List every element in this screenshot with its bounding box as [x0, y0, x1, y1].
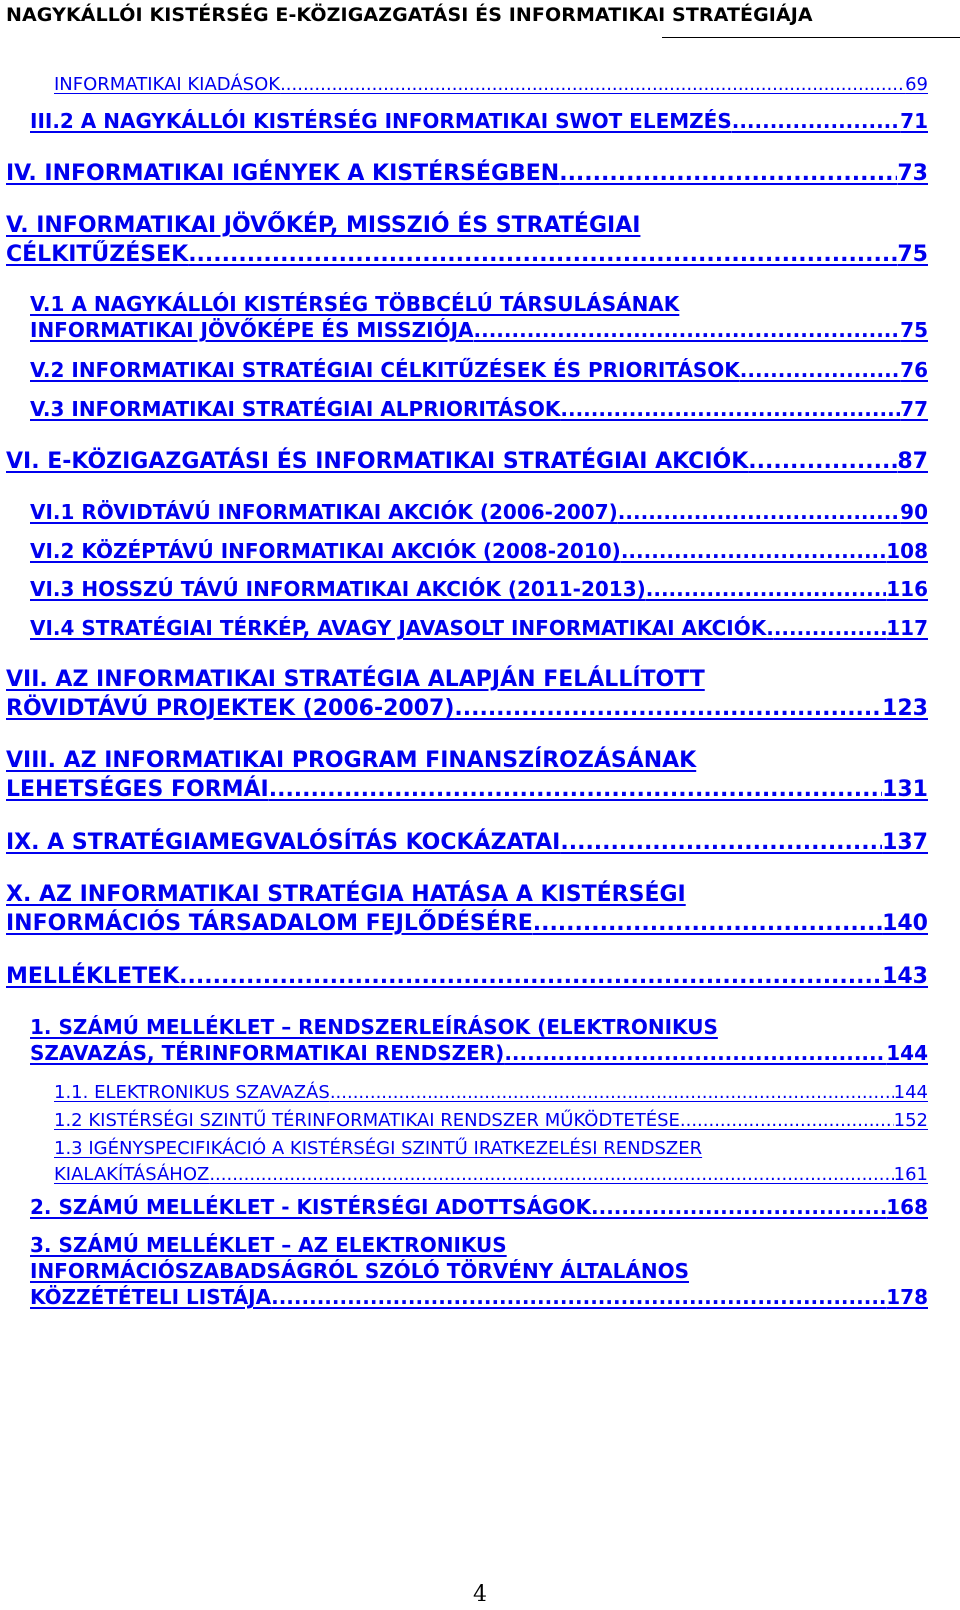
dot-leader	[740, 357, 900, 383]
toc-entry-title: INFORMÁCIÓS TÁRSADALOM FEJLŐDÉSÉRE	[6, 911, 533, 936]
dot-leader	[271, 1284, 886, 1310]
toc-entry[interactable]	[30, 1232, 928, 1310]
toc-entry-title: KIALAKÍTÁSÁHOZ	[54, 1164, 210, 1185]
toc-page-number: 143	[882, 964, 928, 989]
toc-entry[interactable]	[30, 538, 928, 564]
toc-entry[interactable]	[6, 962, 928, 991]
page-number: 4	[473, 1582, 487, 1607]
toc-entry-title: X. AZ INFORMATIKAI STRATÉGIA HATÁSA A KISTÉRSÉGI	[6, 882, 686, 907]
dot-leader	[330, 1080, 894, 1106]
dot-leader	[560, 828, 882, 857]
toc-entry-title: INFORMATIKAI JÖVŐKÉPE ÉS MISSZIÓJA	[30, 318, 474, 342]
toc-page-number: 140	[882, 911, 928, 936]
toc-entry-title: 1. SZÁMÚ MELLÉKLET – RENDSZERLEÍRÁSOK (ELEKTRONIKUS	[30, 1015, 718, 1039]
toc-page-number: 123	[882, 696, 928, 721]
dot-leader	[680, 1108, 894, 1134]
toc-entry-title: 1.1. ELEKTRONIKUS SZAVAZÁS	[54, 1082, 330, 1103]
toc-entry-title: IV. INFORMATIKAI IGÉNYEK A KISTÉRSÉGBEN	[6, 161, 560, 186]
toc-entry[interactable]	[54, 1108, 928, 1134]
toc-entry-title: VI. E-KÖZIGAZGATÁSI ÉS INFORMATIKAI STRATÉGIAI AKCIÓK	[6, 449, 749, 474]
toc-page-number: 90	[900, 500, 928, 524]
toc-entry-title: KÖZZÉTÉTELI LISTÁJA	[30, 1285, 272, 1309]
toc-page-number: 75	[897, 242, 928, 267]
toc-entry[interactable]	[30, 576, 928, 602]
dot-leader	[774, 615, 886, 641]
dot-leader	[179, 962, 882, 991]
toc-page-number: 178	[886, 1285, 928, 1309]
toc-entry-title: CÉLKITŰZÉSEK	[6, 242, 189, 267]
toc-entry-title: 3. SZÁMÚ MELLÉKLET – AZ ELEKTRONIKUS	[30, 1233, 507, 1257]
toc-entry[interactable]	[6, 746, 928, 804]
toc-entry-title: 1.3 IGÉNYSPECIFIKÁCIÓ A KISTÉRSÉGI SZINTŰ IRATKEZELÉSI RENDSZER	[54, 1138, 703, 1159]
dot-leader	[618, 499, 900, 525]
dot-leader	[209, 1162, 893, 1188]
toc-page-number: 168	[886, 1195, 928, 1219]
toc-entry[interactable]	[6, 828, 928, 857]
toc-entry[interactable]	[30, 396, 928, 422]
toc-page-number: 161	[893, 1164, 928, 1185]
toc-page-number: 108	[886, 539, 928, 563]
toc-entry[interactable]	[30, 615, 928, 641]
toc-entry-title: 2. SZÁMÚ MELLÉKLET - KISTÉRSÉGI ADOTTSÁGOK	[30, 1195, 592, 1219]
toc-entry-title: III.2 A NAGYKÁLLÓI KISTÉRSÉG INFORMATIKAI SWOT ELEMZÉS	[30, 109, 732, 133]
toc-entry[interactable]	[30, 499, 928, 525]
toc-entry[interactable]	[30, 1014, 928, 1066]
dot-leader	[504, 1040, 886, 1066]
dot-leader	[646, 576, 886, 602]
toc-page-number: 116	[886, 577, 928, 601]
toc-entry-title: INFORMATIKAI KIADÁSOK	[54, 74, 281, 95]
toc-entry[interactable]	[6, 665, 928, 723]
toc-entry-title: V. INFORMATIKAI JÖVŐKÉP, MISSZIÓ ÉS STRATÉGIAI	[6, 213, 641, 238]
dot-leader	[454, 694, 882, 723]
toc-entry-title: VI.4 STRATÉGIAI TÉRKÉP, AVAGY JAVASOLT INFORMATIKAI AKCIÓK.	[30, 616, 774, 640]
toc-entry[interactable]	[54, 1080, 928, 1106]
toc-entry-title: VII. AZ INFORMATIKAI STRATÉGIA ALAPJÁN FELÁLLÍTOTT	[6, 667, 705, 692]
toc-entry[interactable]	[6, 447, 928, 476]
dot-leader	[621, 538, 886, 564]
toc-page-number: 71	[900, 109, 928, 133]
toc-page-number: 144	[893, 1082, 928, 1103]
toc-entry[interactable]	[30, 108, 928, 134]
toc-entry-title: VIII. AZ INFORMATIKAI PROGRAM FINANSZÍROZÁSÁNAK	[6, 748, 697, 773]
toc-entry-title: V.3 INFORMATIKAI STRATÉGIAI ALPRIORITÁSOK	[30, 397, 561, 421]
toc-page-number: 137	[882, 830, 928, 855]
dot-leader	[280, 72, 905, 98]
toc-page-number: 144	[886, 1041, 928, 1065]
dot-leader	[748, 447, 897, 476]
toc-entry-title: V.1 A NAGYKÁLLÓI KISTÉRSÉG TÖBBCÉLÚ TÁRSULÁSÁNAK	[30, 292, 680, 316]
toc-entry-title: VI.2 KÖZÉPTÁVÚ INFORMATIKAI AKCIÓK (2008-2010)	[30, 539, 621, 563]
running-header: NAGYKÁLLÓI KISTÉRSÉG E-KÖZIGAZGATÁSI ÉS INFORMATIKAI STRATÉGIÁJA	[6, 4, 813, 26]
toc-page-number: 75	[900, 318, 928, 342]
dot-leader	[591, 1194, 886, 1220]
toc-entry[interactable]	[54, 72, 928, 98]
toc-page-number: 69	[905, 74, 928, 95]
toc-page-number: 73	[897, 161, 928, 186]
toc-page-number: 152	[893, 1110, 928, 1131]
dot-leader	[560, 396, 900, 422]
toc-entry[interactable]	[30, 291, 928, 343]
toc-page-number: 76	[900, 358, 928, 382]
toc-page-number: 131	[882, 777, 928, 802]
toc-page-number: 77	[900, 397, 928, 421]
toc-entry-title: IX. A STRATÉGIAMEGVALÓSÍTÁS KOCKÁZATAI	[6, 830, 561, 855]
dot-leader	[533, 909, 882, 938]
dot-leader	[269, 775, 882, 804]
toc-entry[interactable]	[54, 1136, 928, 1188]
toc-entry[interactable]	[6, 159, 928, 188]
header-rule	[662, 37, 960, 38]
dot-leader	[559, 159, 897, 188]
dot-leader	[474, 317, 901, 343]
toc-entry[interactable]	[6, 880, 928, 938]
toc-entry-title: VI.3 HOSSZÚ TÁVÚ INFORMATIKAI AKCIÓK (2011-2013)	[30, 577, 646, 601]
dot-leader	[188, 240, 897, 269]
toc-entry-title: LEHETSÉGES FORMÁI	[6, 777, 269, 802]
toc-entry-title: SZAVAZÁS, TÉRINFORMATIKAI RENDSZER)	[30, 1041, 505, 1065]
toc-entry-title: 1.2 KISTÉRSÉGI SZINTŰ TÉRINFORMATIKAI RENDSZER MŰKÖDTETÉSE	[54, 1110, 680, 1131]
toc-entry[interactable]	[30, 1194, 928, 1220]
toc-entry[interactable]	[6, 211, 928, 269]
dot-leader	[732, 108, 900, 134]
toc-entry[interactable]	[30, 357, 928, 383]
toc-page-number: 87	[897, 449, 928, 474]
toc-entry-title: MELLÉKLETEK	[6, 964, 180, 989]
toc-entry-title: V.2 INFORMATIKAI STRATÉGIAI CÉLKITŰZÉSEK ÉS PRIORITÁSOK	[30, 358, 740, 382]
toc-entry-title: VI.1 RÖVIDTÁVÚ INFORMATIKAI AKCIÓK (2006-2007)	[30, 500, 618, 524]
toc-entry-title: RÖVIDTÁVÚ PROJEKTEK (2006-2007)	[6, 696, 455, 721]
toc-entry-title: INFORMÁCIÓSZABADSÁGRÓL SZÓLÓ TÖRVÉNY ÁLTALÁNOS	[30, 1259, 689, 1283]
toc-page-number: 117	[886, 616, 928, 640]
